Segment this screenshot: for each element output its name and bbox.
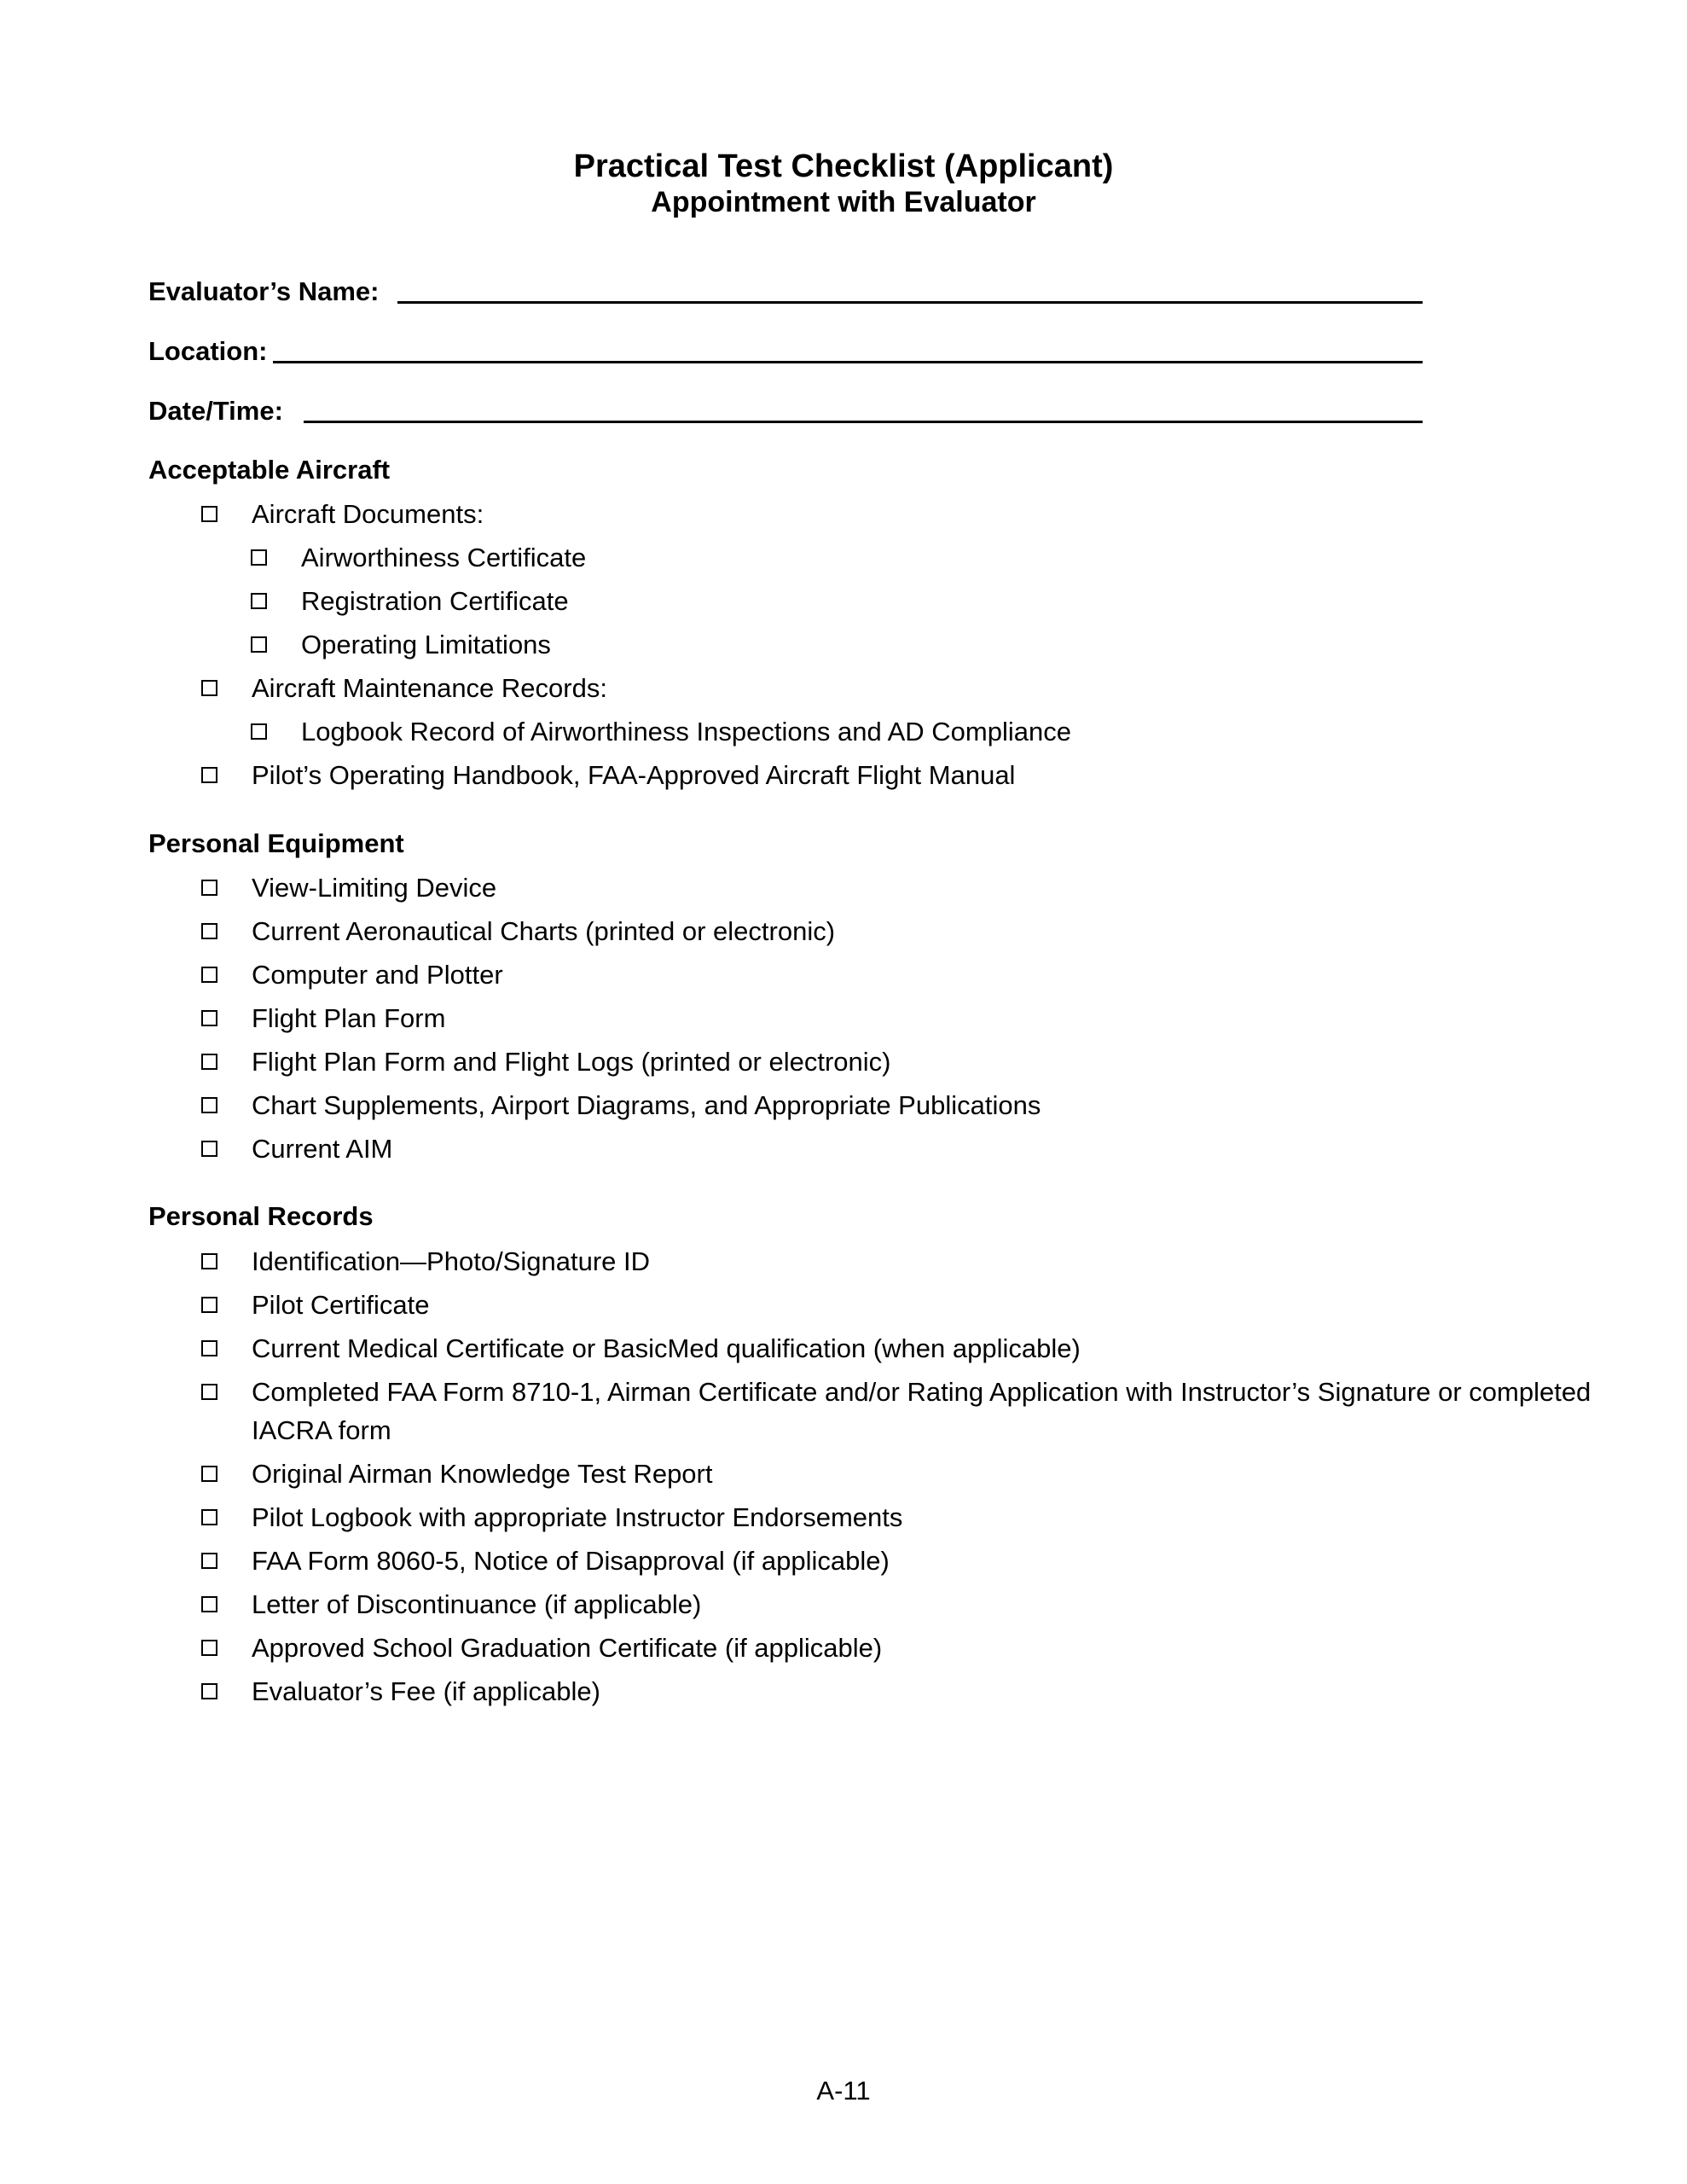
checkbox[interactable]	[251, 549, 267, 566]
date-time-label: Date/Time:	[148, 396, 283, 426]
location-field	[148, 335, 268, 368]
date-time-field	[148, 395, 283, 427]
checkbox[interactable]	[201, 1683, 217, 1699]
page-title: Practical Test Checklist (Applicant)	[573, 148, 1114, 184]
checkbox[interactable]	[201, 967, 217, 983]
checklist-item-label: Computer and Plotter	[252, 960, 503, 990]
checklist-item	[201, 1242, 650, 1281]
checklist-item	[201, 1373, 1633, 1449]
checklist-item-label: Airworthiness Certificate	[301, 543, 587, 572]
checkbox[interactable]	[201, 506, 217, 522]
checkbox[interactable]	[201, 1553, 217, 1569]
checklist-item-label: Operating Limitations	[301, 630, 551, 659]
checkbox[interactable]	[201, 1640, 217, 1656]
checkbox[interactable]	[201, 1596, 217, 1612]
section-heading-personal-equipment: Personal Equipment	[148, 828, 404, 858]
checkbox[interactable]	[201, 1010, 217, 1026]
checklist-item-label: Approved School Graduation Certificate (if applicable)	[252, 1633, 883, 1663]
checkbox[interactable]	[201, 1253, 217, 1269]
section-heading-personal-records: Personal Records	[148, 1201, 374, 1231]
checkbox[interactable]	[201, 1297, 217, 1313]
checkbox[interactable]	[201, 1509, 217, 1525]
page-number: A-11	[816, 2076, 871, 2106]
section-heading-acceptable-aircraft: Acceptable Aircraft	[148, 455, 391, 485]
checklist-item-label: Pilot Certificate	[252, 1290, 430, 1320]
checkbox[interactable]	[201, 1384, 217, 1400]
checklist-item	[201, 669, 607, 707]
checklist-item	[201, 1585, 701, 1623]
checklist-item	[201, 868, 496, 907]
checkbox[interactable]	[201, 880, 217, 896]
checklist-item-label: Pilot Logbook with appropriate Instructor Endorsements	[252, 1502, 903, 1532]
checklist-item	[201, 1455, 713, 1493]
checklist-item	[201, 956, 503, 994]
checklist-item	[201, 495, 484, 533]
checklist-item-label: Logbook Record of Airworthiness Inspections and AD Compliance	[301, 717, 1071, 746]
location-label: Location:	[148, 336, 268, 366]
checklist-item-label: Identification—Photo/Signature ID	[252, 1246, 650, 1276]
checkbox[interactable]	[251, 593, 267, 609]
checklist-item	[201, 1043, 891, 1081]
checklist-item-label: Letter of Discontinuance (if applicable)	[252, 1589, 702, 1619]
checkbox[interactable]	[251, 636, 267, 653]
checklist-item-label: Flight Plan Form and Flight Logs (printed or electronic)	[252, 1047, 891, 1077]
checklist-item	[201, 912, 835, 950]
checklist-item-label: Aircraft Documents:	[252, 499, 484, 529]
checkbox[interactable]	[201, 1340, 217, 1356]
checklist-item	[201, 1086, 1041, 1124]
checklist-item	[201, 1329, 1081, 1368]
checkbox[interactable]	[201, 923, 217, 939]
checklist-item-label: Aircraft Maintenance Records:	[252, 673, 607, 703]
page-subtitle: Appointment with Evaluator	[651, 186, 1036, 218]
checklist-item	[251, 712, 1071, 751]
checklist-item	[201, 1498, 902, 1536]
checkbox[interactable]	[201, 1097, 217, 1113]
checklist-item	[201, 999, 445, 1037]
checkbox[interactable]	[251, 723, 267, 740]
checklist-item-label: Pilot’s Operating Handbook, FAA-Approved Aircraft Flight Manual	[252, 760, 1016, 790]
evaluator-name-input-line[interactable]	[397, 276, 1423, 304]
checklist-item	[201, 1286, 429, 1324]
checklist-item	[201, 1672, 600, 1711]
checklist-item-label: Chart Supplements, Airport Diagrams, and Appropriate Publications	[252, 1090, 1041, 1120]
location-input-line[interactable]	[273, 335, 1423, 363]
checklist-item-label: Current AIM	[252, 1134, 393, 1164]
checklist-item	[201, 1629, 882, 1667]
checklist-item	[201, 756, 1015, 794]
checklist-item	[251, 538, 586, 577]
checklist-item-label: Original Airman Knowledge Test Report	[252, 1459, 713, 1489]
checkbox[interactable]	[201, 1141, 217, 1157]
checklist-item	[251, 625, 551, 664]
checklist-item-label: FAA Form 8060-5, Notice of Disapproval (if applicable)	[252, 1546, 890, 1576]
checkbox[interactable]	[201, 1466, 217, 1482]
checklist-item-label: Evaluator’s Fee (if applicable)	[252, 1676, 600, 1706]
evaluator-name-label: Evaluator’s Name:	[148, 276, 380, 306]
date-time-input-line[interactable]	[304, 395, 1423, 423]
checklist-item-label: Current Medical Certificate or BasicMed qualification (when applicable)	[252, 1333, 1081, 1363]
checklist-item-label: Current Aeronautical Charts (printed or electronic)	[252, 916, 836, 946]
evaluator-name-field	[148, 276, 380, 308]
checklist-item-label: Flight Plan Form	[252, 1003, 446, 1033]
checklist-item	[201, 1542, 890, 1580]
checklist-item	[251, 582, 569, 620]
checklist-item-label: View-Limiting Device	[252, 873, 497, 903]
checkbox[interactable]	[201, 680, 217, 696]
checklist-item-label: Completed FAA Form 8710-1, Airman Certificate and/or Rating Application with Instructor’s Signature or completed IACRA form	[252, 1377, 1591, 1445]
checklist-item-label: Registration Certificate	[301, 586, 569, 616]
checkbox[interactable]	[201, 767, 217, 783]
checklist-item	[201, 1130, 392, 1168]
checkbox[interactable]	[201, 1054, 217, 1070]
